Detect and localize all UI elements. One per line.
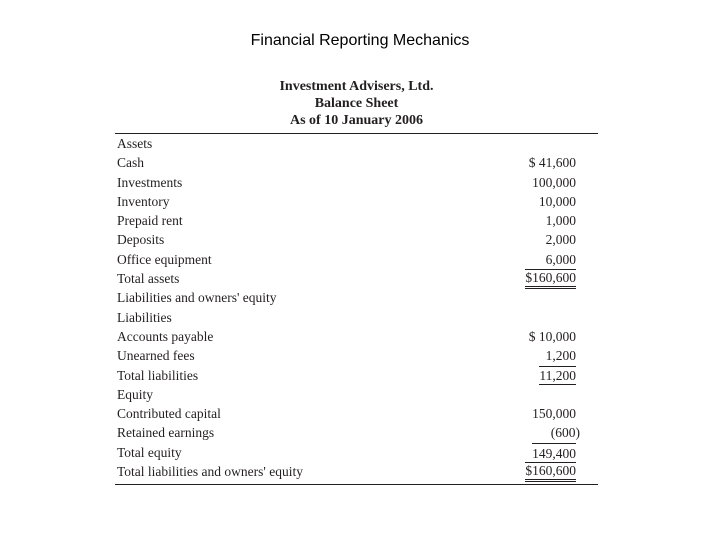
row-label: Retained earnings bbox=[117, 425, 215, 441]
row-total-liabilities-equity bbox=[115, 462, 598, 481]
row-value: 2,000 bbox=[545, 232, 576, 248]
row-equity-heading bbox=[115, 385, 598, 404]
row-unearned-fees bbox=[115, 346, 598, 365]
row-label: Total liabilities and owners' equity bbox=[117, 464, 303, 480]
row-value: $ 41,600 bbox=[528, 155, 576, 171]
row-label: Total liabilities bbox=[117, 367, 199, 383]
slide-title: Financial Reporting Mechanics bbox=[250, 32, 470, 49]
row-office-equipment bbox=[115, 250, 598, 269]
row-label: Equity bbox=[117, 386, 153, 402]
row-label: Unearned fees bbox=[117, 348, 195, 364]
row-label: Office equipment bbox=[117, 251, 212, 267]
row-label: Liabilities bbox=[117, 309, 172, 325]
row-cash bbox=[115, 153, 598, 172]
row-deposits bbox=[115, 230, 598, 249]
row-assets-heading bbox=[115, 134, 598, 153]
bottom-rule bbox=[115, 484, 598, 485]
row-label: Deposits bbox=[117, 232, 165, 248]
row-retained-earnings bbox=[115, 423, 598, 442]
row-inventory bbox=[115, 192, 598, 211]
row-value-double-underlined: $160,600 bbox=[525, 462, 576, 482]
row-label: Contributed capital bbox=[117, 406, 221, 422]
row-label: Total equity bbox=[117, 444, 182, 460]
row-value-overlined: 149,400 bbox=[532, 443, 576, 463]
row-label: Inventory bbox=[117, 193, 170, 209]
row-total-liabilities bbox=[115, 366, 598, 385]
row-total-assets bbox=[115, 269, 598, 288]
row-contributed-capital bbox=[115, 404, 598, 423]
row-value: 1,200 bbox=[545, 348, 576, 364]
statement-header bbox=[115, 78, 598, 129]
row-liabilities-equity-heading bbox=[115, 288, 598, 307]
row-label: Investments bbox=[117, 174, 183, 190]
row-investments bbox=[115, 173, 598, 192]
row-value: 100,000 bbox=[532, 174, 576, 190]
row-prepaid-rent bbox=[115, 211, 598, 230]
row-accounts-payable bbox=[115, 327, 598, 346]
row-label: Prepaid rent bbox=[117, 213, 183, 229]
row-value: (600) bbox=[550, 425, 580, 441]
row-value: $ 10,000 bbox=[528, 328, 576, 344]
row-value: 10,000 bbox=[538, 193, 576, 209]
row-value: 6,000 bbox=[545, 251, 576, 267]
statement-name: Balance Sheet bbox=[314, 96, 399, 111]
statement-date: As of 10 January 2006 bbox=[289, 113, 423, 128]
row-label: Assets bbox=[117, 136, 153, 151]
row-value-double-underlined: $160,600 bbox=[525, 269, 576, 289]
row-liabilities-heading bbox=[115, 308, 598, 327]
row-label: Total assets bbox=[117, 271, 180, 287]
balance-sheet bbox=[115, 78, 598, 485]
company-name: Investment Advisers, Ltd. bbox=[279, 79, 434, 94]
row-value: 1,000 bbox=[545, 213, 576, 229]
row-total-equity bbox=[115, 443, 598, 462]
row-label: Cash bbox=[117, 155, 144, 171]
row-value: 150,000 bbox=[532, 406, 576, 422]
row-label: Accounts payable bbox=[117, 328, 214, 344]
row-value-underlined: 11,200 bbox=[539, 367, 576, 383]
row-label: Liabilities and owners' equity bbox=[117, 290, 277, 306]
